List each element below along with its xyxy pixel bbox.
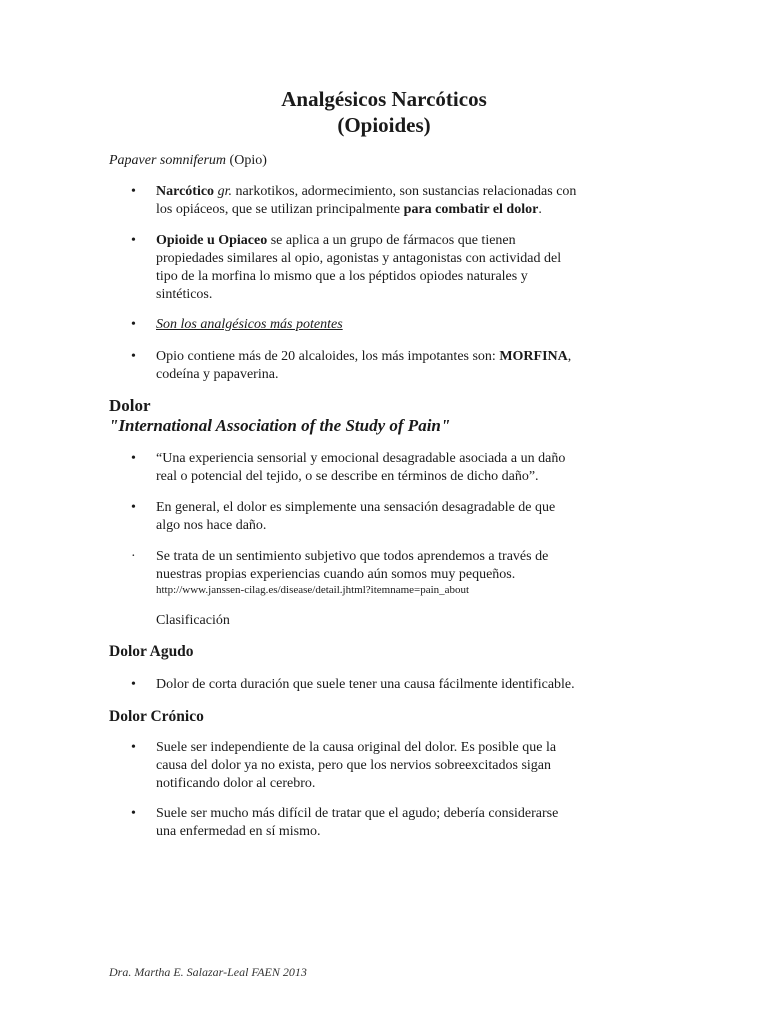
bullet-line bbox=[156, 348, 676, 366]
bullet-line: Dolor de corta duración que suele tener una causa fácilmente identificable. bbox=[156, 677, 575, 692]
bullet-line: Suele ser independiente de la causa original del dolor. Es posible que la bbox=[156, 740, 557, 755]
heading-dolor-cronico: Dolor Crónico bbox=[109, 708, 204, 725]
source-line bbox=[109, 152, 267, 170]
bullet-general bbox=[156, 499, 676, 535]
bullet-line: Suele ser mucho más difícil de tratar que el agudo; debería considerarse bbox=[156, 806, 559, 821]
bullet-line: causa del dolor ya no exista, pero que los nervios sobreexcitados sigan bbox=[156, 758, 552, 773]
heading-dolor-agudo: Dolor Agudo bbox=[109, 643, 194, 660]
bullet-line: algo nos hace daño. bbox=[156, 518, 267, 533]
association-title: "International Association of the Study of Pain" bbox=[109, 416, 451, 435]
bullet-marker: • bbox=[131, 184, 136, 199]
bullet-subjetivo bbox=[156, 548, 676, 584]
bullet-marker: • bbox=[131, 317, 136, 332]
bullet-marker: · bbox=[131, 549, 136, 564]
bullet-line: propiedades similares al opio, agonistas y antagonistas con actividad del bbox=[156, 251, 562, 266]
document-title bbox=[0, 86, 768, 138]
bullet-marker: • bbox=[131, 806, 136, 821]
bullet-line: sintéticos. bbox=[156, 287, 213, 302]
bullet-text: los opiáceos, que se utilizan principalmente bbox=[156, 202, 404, 217]
term-bold: Opioide u Opiaceo bbox=[156, 233, 268, 248]
bullet-opio bbox=[156, 348, 676, 384]
bullet-line: Se trata de un sentimiento subjetivo que todos aprendemos a través de bbox=[156, 549, 549, 564]
term-bold: Narcótico bbox=[156, 184, 215, 199]
source-species: Papaver somniferum bbox=[109, 153, 227, 168]
bullet-line: nuestras propias experiencias cuando aún somos muy pequeños. bbox=[156, 567, 516, 582]
term-italic: gr. bbox=[214, 184, 232, 199]
bullet-potentes bbox=[156, 316, 676, 334]
bullet-line: “Una experiencia sensorial y emocional desagradable asociada a un daño bbox=[156, 451, 566, 466]
bullet-marker: • bbox=[131, 349, 136, 364]
clasificacion-label: Clasificación bbox=[156, 613, 230, 628]
bullet-line bbox=[156, 201, 676, 219]
bullet-opioide bbox=[156, 232, 676, 304]
bullet-text: narkotikos, adormecimiento, son sustancias relacionadas con bbox=[231, 184, 577, 199]
bullet-agudo bbox=[156, 676, 676, 694]
source-rest: (Opio) bbox=[226, 153, 267, 168]
bullet-line bbox=[156, 183, 676, 201]
bullet-text: , bbox=[567, 349, 572, 364]
bullet-line bbox=[156, 232, 676, 250]
bullet-line: real o potencial del tejido, o se describe en términos de dicho daño”. bbox=[156, 469, 539, 484]
bullet-marker: • bbox=[131, 451, 136, 466]
bullet-line bbox=[156, 316, 676, 334]
bullet-cronico-2 bbox=[156, 805, 676, 841]
bullet-text: Opio contiene más de 20 alcaloides, los más impotantes son: bbox=[156, 349, 500, 364]
bullet-line: tipo de la morfina lo mismo que a los péptidos opiodes naturales y bbox=[156, 269, 528, 284]
bullet-text: se aplica a un grupo de fármacos que tienen bbox=[267, 233, 516, 248]
bullet-bold-text: para combatir el dolor bbox=[403, 202, 539, 217]
bullet-line: notificando dolor al cerebro. bbox=[156, 776, 316, 791]
title-line-2: (Opioides) bbox=[337, 113, 431, 137]
bullet-line: En general, el dolor es simplemente una sensación desagradable de que bbox=[156, 500, 556, 515]
bullet-bold-text: MORFINA bbox=[499, 349, 568, 364]
bullet-marker: • bbox=[131, 677, 136, 692]
source-url: http://www.janssen-cilag.es/disease/detail.jhtml?itemname=pain_about bbox=[156, 584, 470, 596]
bullet-line: codeína y papaverina. bbox=[156, 367, 279, 382]
bullet-marker: • bbox=[131, 233, 136, 248]
bullet-marker: • bbox=[131, 500, 136, 515]
bullet-line: una enfermedad en sí mismo. bbox=[156, 824, 321, 839]
footer-author: Dra. Martha E. Salazar-Leal FAEN 2013 bbox=[109, 965, 307, 979]
heading-dolor: Dolor bbox=[109, 396, 151, 415]
bullet-narcotico bbox=[156, 183, 676, 219]
bullet-text: . bbox=[538, 202, 542, 217]
bullet-definicion bbox=[156, 450, 676, 486]
title-line-1: Analgésicos Narcóticos bbox=[281, 87, 487, 111]
emphasis-text: Son los analgésicos más potentes bbox=[156, 317, 343, 332]
bullet-marker: • bbox=[131, 740, 136, 755]
bullet-cronico-1 bbox=[156, 739, 676, 793]
